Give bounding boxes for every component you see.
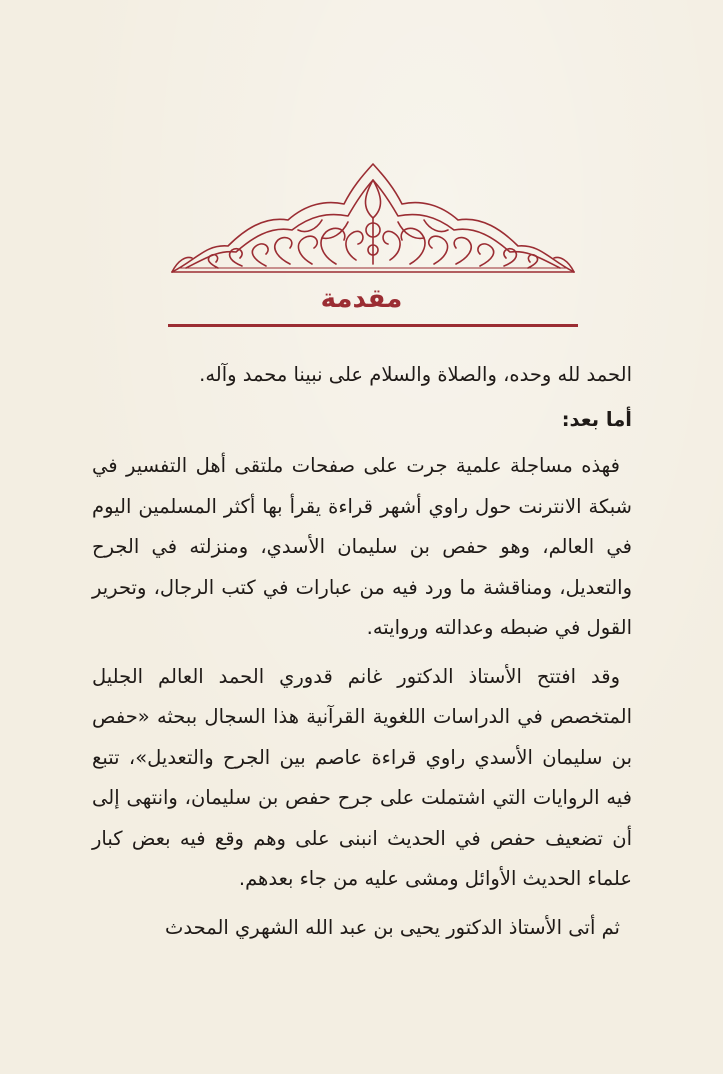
- intro-paragraph: الحمد لله وحده، والصلاة والسلام على نبينا محمد وآله.: [199, 363, 632, 386]
- page-title: مقدمة: [320, 284, 403, 314]
- arabesque-arch-ornament-icon: [166, 160, 580, 278]
- amma-bad-heading: أما بعد:: [561, 407, 632, 431]
- title-divider: [168, 324, 578, 327]
- paragraph-1: فهذه مساجلة علمية جرت على صفحات ملتقى أهل التفسير في شبكة الانترنت حول راوي أشهر قراءة يقرأ بها أكثر المسلمين اليوم في العالم، وهو حفص بن سليمان الأسدي، ومنزلته في الجرح والتعديل، ومناقشة ما ورد فيه من عبارات في كتب الرجال، وتحرير القول في ضبطه وعدالته وروايته.: [92, 454, 632, 639]
- body-text: [92, 355, 632, 956]
- paragraph-3: ثم أتى الأستاذ الدكتور يحيى بن عبد الله الشهري المحدث: [165, 915, 620, 939]
- paragraph-2: وقد افتتح الأستاذ الدكتور غانم قدوري الحمد العالم الجليل المتخصص في الدراسات اللغوية القرآنية هذا السجال ببحثه «حفص بن سليمان الأسدي راوي قراءة عاصم بين الجرح والتعديل»، تتبع فيه الروايات التي اشتملت على جرح حفص بن سليمان، وانتهى إلى أن تضعيف حفص في الحديث انبنى على وهم وقع فيه بعض كبار علماء الحديث الأوائل ومشى عليه من جاء بعدهم.: [92, 664, 632, 890]
